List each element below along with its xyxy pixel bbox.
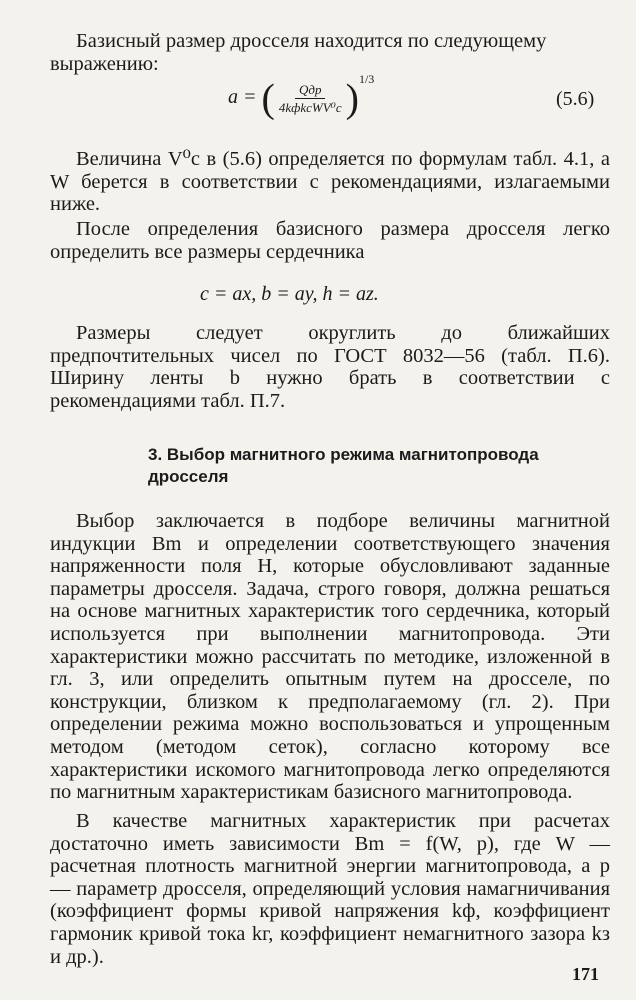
formula-exponent: 1/3 (358, 72, 375, 86)
formula-numerator: Qдр (295, 82, 325, 99)
paragraph-choice-text: Выбор заключается в подборе величины магнитной индукции Bm и определении соответствующего значения напряженности поля H, которые обусловливают заданные параметры дросселя. Задача, строго говоря, должна решаться на основе магнитных характеристик того сердечника, который используется при выполнении магнитопровода. Эти характеристики можно рассчитать по методике, изложенной в гл. 3, или определить опытным путем на дросселе, по конструкции, близком к предполагаемому (гл. 2). При определении режима можно воспользоваться и упрощенным методом (методом сеток), согласно которому все характеристики искомого магнитопровода легко определяются по магнитным характеристикам базисного магнитопровода. (50, 510, 610, 804)
formula-denominator: 4kфkcWV⁰c (278, 99, 342, 115)
paragraph-round-text: Размеры следует округлить до ближайших предпочтительных чисел по ГОСТ 8032—56 (табл. П.6). Ширину ленты b нужно брать в соответствии с рекомендациями табл. П.7. (50, 322, 610, 412)
formula-left-paren: ( (261, 75, 275, 121)
paragraph-after-text: После определения базисного размера дросселя легко определить все размеры сердечника (50, 218, 610, 263)
paragraph-quality (50, 810, 610, 968)
section-title-line1: 3. Выбор магнитного режима магнитопровода (148, 445, 539, 464)
paragraph-round (50, 322, 610, 412)
equation-number: (5.6) (556, 88, 595, 110)
section-title-line2: дросселя (148, 467, 229, 486)
paragraph-choice (50, 510, 610, 804)
section-heading (148, 444, 610, 488)
formula-right-paren: ) (345, 75, 359, 121)
formula-dimensions: c = ax, b = ay, h = az. (200, 283, 379, 305)
formula-fraction (275, 82, 346, 115)
formula-5-6 (228, 72, 375, 121)
page-number: 171 (572, 964, 599, 984)
intro-line1: Базисный размер дросселя находится по следующему (76, 30, 547, 52)
paragraph-v-text: Величина V⁰c в (5.6) определяется по формулам табл. 4.1, а W берется в соответствии с рекомендациями, излагаемыми ниже. (50, 148, 610, 216)
intro-paragraph (50, 30, 610, 75)
paragraph-v (50, 148, 610, 216)
formula-lhs: a = (228, 86, 257, 108)
paragraph-quality-text: В качестве магнитных характеристик при расчетах достаточно иметь зависимости Bm = f(W, p), где W — расчетная плотность магнитной энергии магнитопровода, а p — параметр дросселя, определяющий условия намагничивания (коэффициент формы кривой напряжения kф, коэффициент гармоник кривой тока kг, коэффициент немагнитного зазора kз и др.). (50, 810, 610, 968)
paragraph-after (50, 218, 610, 263)
intro-line2: выражению: (50, 52, 159, 75)
